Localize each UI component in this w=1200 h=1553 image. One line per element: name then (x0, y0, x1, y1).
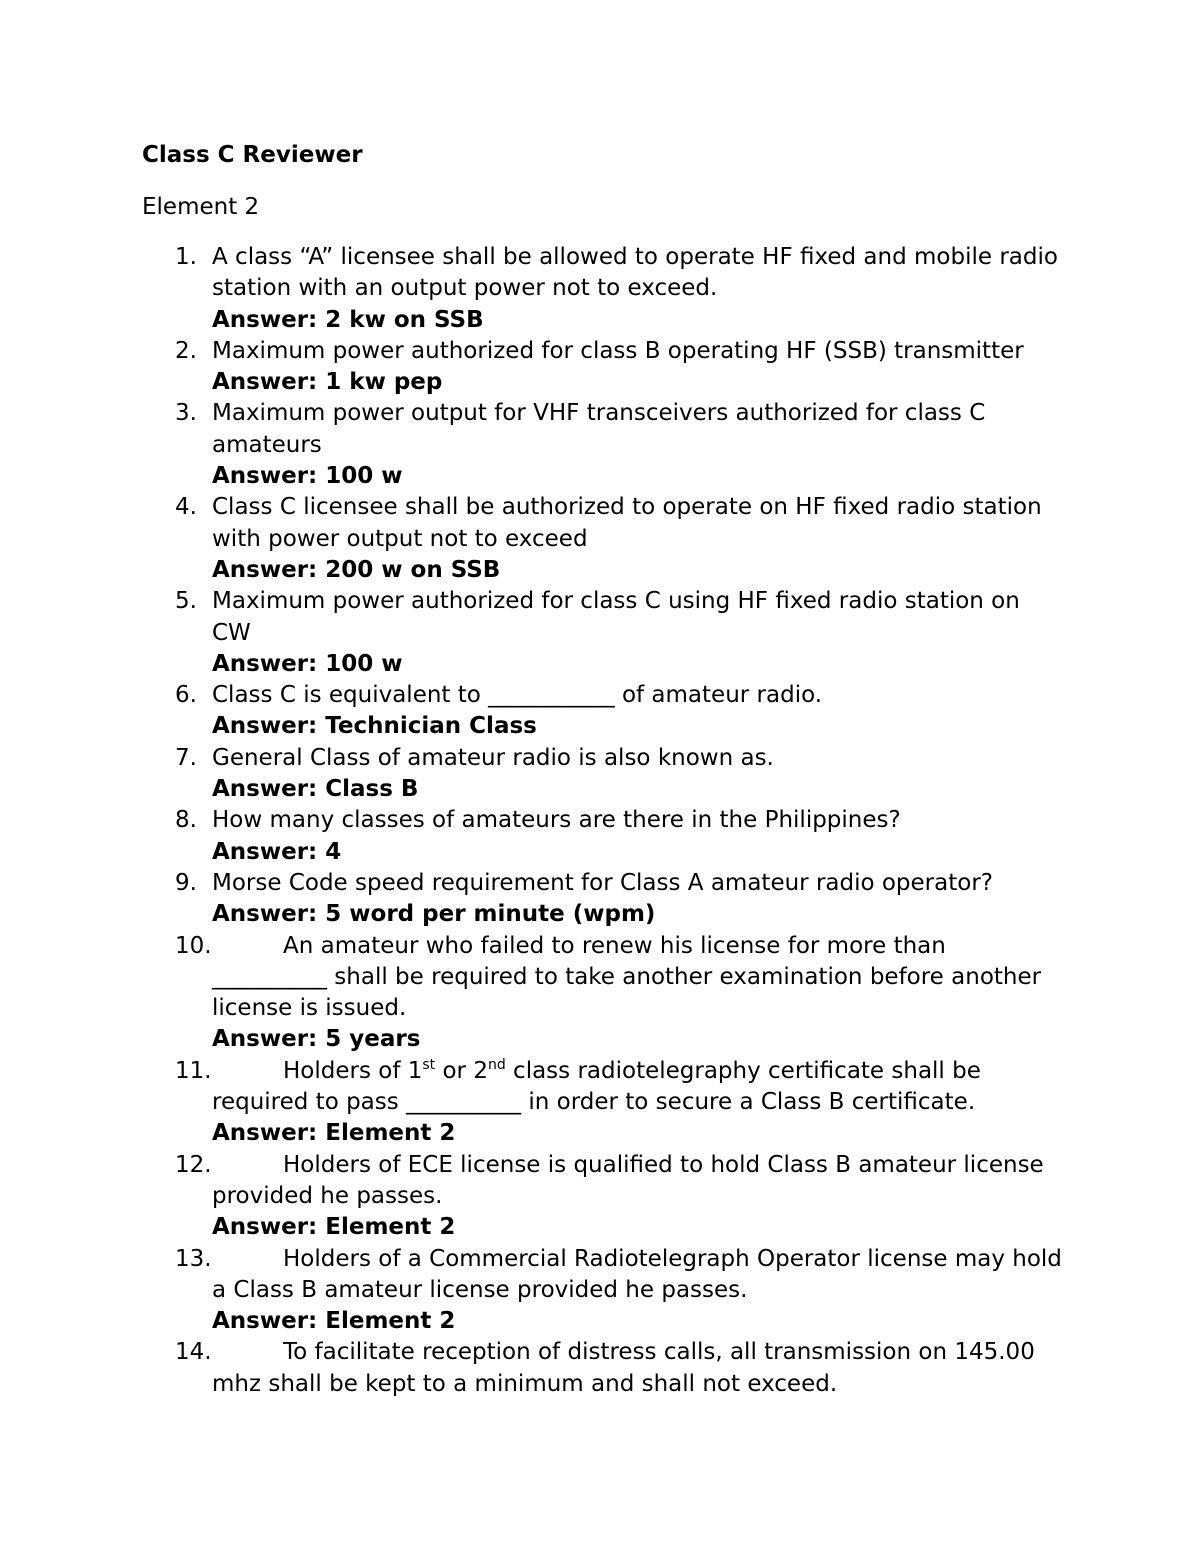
question-item (0, 336, 1200, 399)
answer-text: Answer: Technician Class (212, 713, 537, 740)
question-text: An amateur who failed to renew his license for more than __________ shall be required to take another examination before another license is issued. (212, 932, 1042, 1022)
question-text: Maximum power authorized for class C using HF fixed radio station on CW (212, 588, 1020, 646)
question-item (0, 680, 1200, 743)
ordinal-superscript: nd (487, 1056, 506, 1073)
question-number: 5. (175, 588, 197, 615)
question-number: 8. (175, 807, 197, 834)
question-item (0, 1150, 1200, 1244)
question-number: 12. (175, 1151, 212, 1178)
question-number: 9. (175, 869, 197, 896)
question-text: To facilitate reception of distress calls, all transmission on 145.00 mhz shall be kept to a minimum and shall not exceed. (212, 1339, 1035, 1397)
question-number: 7. (175, 744, 197, 771)
answer-text: Answer: 5 word per minute (wpm) (212, 901, 656, 928)
answer-text: Answer: Class B (212, 776, 419, 803)
answer-text: Answer: 4 (212, 838, 342, 865)
question-item (0, 242, 1200, 336)
answer-text: Answer: 2 kw on SSB (212, 306, 484, 333)
question-text-part: class radiotelegraphy certificate shall be required to pass __________ in order to secure a Class B certificate. (212, 1057, 981, 1116)
question-number: 2. (175, 337, 197, 364)
question-text-part: Holders of 1 (283, 1057, 423, 1084)
answer-text: Answer: Element 2 (212, 1214, 456, 1241)
question-number: 11. (175, 1057, 212, 1084)
question-text: Holders of ECE license is qualified to hold Class B amateur license provided he passes. (212, 1151, 1044, 1209)
question-item (0, 492, 1200, 586)
question-text: A class “A” licensee shall be allowed to operate HF fixed and mobile radio station with an output power not to exceed. (212, 244, 1058, 302)
question-item (0, 931, 1200, 1056)
answer-text: Answer: Element 2 (212, 1308, 456, 1335)
answer-text: Answer: 5 years (212, 1026, 421, 1053)
question-text: Class C licensee shall be authorized to operate on HF fixed radio station with power output not to exceed (212, 494, 1042, 552)
answer-text: Answer: 100 w (212, 650, 403, 677)
question-item (0, 1056, 1200, 1150)
question-item (0, 868, 1200, 931)
question-text: Class C is equivalent to ___________ of amateur radio. (212, 682, 823, 709)
question-item (0, 1244, 1200, 1338)
document-title: Class C Reviewer (142, 142, 363, 168)
question-number: 1. (175, 244, 197, 270)
question-list (0, 242, 1200, 1400)
answer-text: Answer: 100 w (212, 463, 403, 490)
answer-text: Answer: 1 kw pep (212, 369, 443, 396)
question-item (0, 805, 1200, 868)
question-number: 6. (175, 682, 197, 709)
question-number: 3. (175, 400, 197, 427)
question-text: Maximum power authorized for class B operating HF (SSB) transmitter (212, 337, 1024, 364)
question-text: General Class of amateur radio is also known as. (212, 744, 774, 771)
question-text: How many classes of amateurs are there in the Philippines? (212, 807, 901, 834)
question-item (0, 398, 1200, 492)
question-item (0, 743, 1200, 806)
answer-text: Answer: 200 w on SSB (212, 556, 501, 583)
question-text (212, 1056, 1062, 1119)
question-text-part: or 2 (435, 1057, 488, 1084)
document-subtitle: Element 2 (142, 194, 260, 220)
answer-text: Answer: Element 2 (212, 1120, 456, 1147)
question-item (0, 1337, 1200, 1400)
question-text: Morse Code speed requirement for Class A amateur radio operator? (212, 869, 993, 896)
question-text: Maximum power output for VHF transceivers authorized for class C amateurs (212, 400, 986, 458)
question-number: 10. (175, 932, 212, 959)
question-number: 4. (175, 494, 197, 521)
question-text: Holders of a Commercial Radiotelegraph Operator license may hold a Class B amateur license provided he passes. (212, 1245, 1062, 1303)
question-number: 14. (175, 1339, 212, 1366)
ordinal-superscript: st (422, 1056, 436, 1073)
question-number: 13. (175, 1245, 212, 1272)
question-item (0, 586, 1200, 680)
